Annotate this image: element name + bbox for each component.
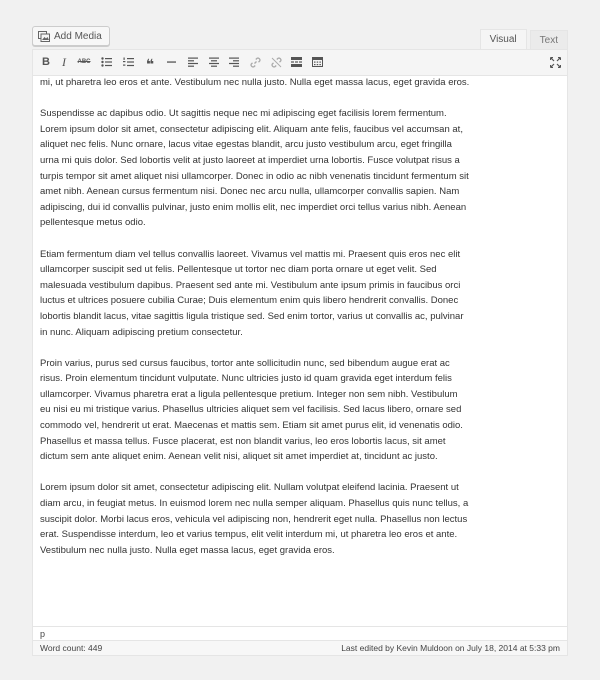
strikethrough-button[interactable] <box>75 50 93 74</box>
read-more-icon <box>291 57 302 67</box>
numbered-list-icon <box>123 57 134 67</box>
fullscreen-button[interactable] <box>546 50 564 74</box>
italic-button[interactable] <box>55 50 73 74</box>
element-path <box>33 626 567 641</box>
paragraph: Proin varius, purus sed cursus faucibus, tortor ante sollicitudin nunc, sed bibendum augue erat ac risus. Proin elementum tincidunt vulputate. Nunc ultricies justo id quam gravida eget interdum felis ullamcorper. Vivamus pharetra erat a ligula pellentesque pretium. Integer non sem nibh. Vestibulum eu nisi eu mi tristique varius. Phasellus ultricies aliquet sem vel facilisis. Sed lacus libero, ornare sed commodo vel, hendrerit ut erat. Maecenas et mattis sem. Etiam sit amet purus elit, id venenatis odio. Phasellus et massa tellus. Fusce placerat, est non blandit varius, leo eros lobortis lacus, sit amet dictum sem ante aliquet enim. Aenean velit nisi, aliquet sit amet imperdiet at, tincidunt ac justo. <box>40 357 463 463</box>
tab-visual[interactable]: Visual <box>480 29 527 49</box>
unlink-icon <box>271 57 282 68</box>
align-center-icon <box>209 57 219 67</box>
link-icon <box>250 57 261 68</box>
bold-icon: B <box>42 56 50 68</box>
paragraph: mi, ut pharetra leo eros et ante. Vestibulum nec nulla justo. Nulla eget massa lacus, eget gravida eros. <box>40 77 470 88</box>
insert-link-button[interactable] <box>246 50 264 74</box>
paragraph: Lorem ipsum dolor sit amet, consectetur adipiscing elit. Nullam volutpat eleifend lacinia. Praesent ut diam arcu, in feugiat metus. In euismod lorem nec nulla semper aliquam. Phasellus quis nunc tellus, a suscipit dolor. Morbi lacus eros, vehicula vel adipiscing non, hendrerit eget nulla. Phasellus non lectus erat. Suspendisse interdum, leo et varius tempus, elit velit interdum mi, ut pharetra leo eros et ante. Vestibulum nec nulla justo. Nulla eget massa lacus, eget gravida eros. <box>40 482 469 556</box>
read-more-button[interactable] <box>287 50 305 74</box>
editor-content[interactable] <box>40 75 470 623</box>
word-count: Word count: 449 <box>40 643 103 653</box>
remove-link-button[interactable] <box>267 50 285 74</box>
editor-container <box>32 49 568 656</box>
paragraph: Etiam fermentum diam vel tellus convallis laoreet. Vivamus vel mattis mi. Praesent quis eros nec elit ullamcorper suscipit sed ut felis. Pellentesque ut tortor nec diam porta ornare ut eget velit. Sed malesuada vestibulum dapibus. Praesent sed ante mi. Vestibulum ante ipsum primis in faucibus orci luctus et ultrices posuere cubilia Curae; Duis elementum enim quis libero hendrerit convallis. Donec lobortis blandit lacus, vitae sagittis ligula tristique sed. Sed enim tortor, varius ut convallis ac, pulvinar in nunc. Aliquam adipiscing pretium consectetur. <box>40 248 464 338</box>
bold-button[interactable] <box>37 50 55 74</box>
add-media-label: Add Media <box>54 30 102 42</box>
add-media-button[interactable] <box>32 26 110 46</box>
last-edited: Last edited by Kevin Muldoon on July 18, 2014 at 5:33 pm <box>341 643 560 653</box>
blockquote-button[interactable] <box>141 50 159 74</box>
element-path-item[interactable]: p <box>40 629 46 639</box>
italic-icon: I <box>62 54 66 69</box>
bulleted-list-button[interactable] <box>97 50 115 74</box>
blockquote-icon: ❝ <box>145 56 155 72</box>
strikethrough-icon: ABC <box>77 59 91 65</box>
format-toolbar <box>33 50 567 76</box>
align-right-button[interactable] <box>225 50 243 74</box>
paragraph: Suspendisse ac dapibus odio. Ut sagittis neque nec mi adipiscing eget facilisis lorem fermentum. Lorem ipsum dolor sit amet, consectetur adipiscing elit. Aliquam ante felis, faucibus vel accumsan at, aliquet nec felis. Nunc ornare, lacus vitae egestas blandit, arcu justo vestibulum arcu, eget fringilla urna mi quis dolor. Sed lobortis velit at justo laoreet at imperdiet urna lobortis. Fusce volutpat risus a turpis tempor sit amet aliquet nisi ullamcorper. Donec in odio ac nibh venenatis tincidunt fermentum sit amet nibh. Aenean cursus fermentum nisi. Donec nec arcu nulla, ullamcorper convallis sapien. Nam adipiscing, dui id convallis pulvinar, justo enim mollis elit, nec imperdiet orci tellus varius nibh. Aenean pellentesque metus odio. <box>40 108 469 229</box>
media-icon <box>38 31 50 42</box>
align-left-icon <box>188 57 198 67</box>
align-left-button[interactable] <box>184 50 202 74</box>
numbered-list-button[interactable] <box>119 50 137 74</box>
kitchen-sink-icon <box>312 57 323 67</box>
align-center-button[interactable] <box>205 50 223 74</box>
status-bar <box>33 640 567 655</box>
editor-tabs <box>480 30 568 49</box>
toolbar-toggle-button[interactable] <box>308 50 326 74</box>
horizontal-line-icon <box>167 57 176 67</box>
horizontal-line-button[interactable] <box>162 50 180 74</box>
bulleted-list-icon <box>101 57 112 67</box>
fullscreen-icon <box>550 57 561 68</box>
tab-text[interactable]: Text <box>530 30 568 49</box>
align-right-icon <box>229 57 239 67</box>
